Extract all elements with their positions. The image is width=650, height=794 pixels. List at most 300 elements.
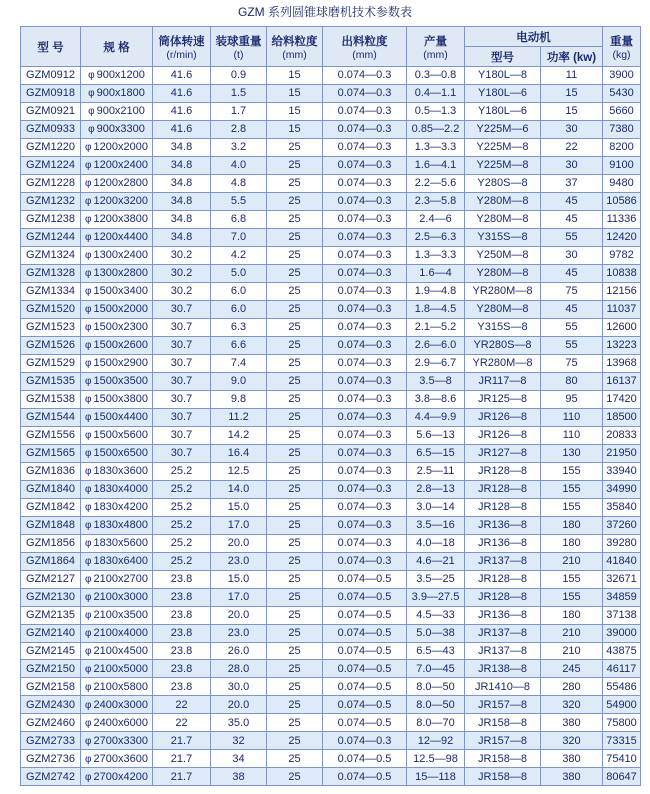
weight-cell: 39000 [603, 624, 641, 642]
diameter-symbol: φ [85, 574, 92, 586]
capacity-cell: 6.5—15 [407, 444, 465, 462]
weight-cell: 9782 [603, 246, 641, 264]
diameter-symbol: φ [85, 448, 92, 460]
speed-cell: 30.2 [153, 246, 211, 264]
spec-cell [81, 67, 153, 85]
diameter-symbol: φ [85, 142, 92, 154]
weight-cell: 5660 [603, 102, 641, 120]
weight-cell: 21950 [603, 444, 641, 462]
spec-cell [81, 192, 153, 210]
capacity-cell: 6.5—43 [407, 642, 465, 660]
feed-size-cell: 15 [267, 67, 323, 85]
motor-power-cell: 75 [541, 354, 603, 372]
feed-size-cell: 25 [267, 354, 323, 372]
speed-cell: 34.8 [153, 156, 211, 174]
motor-model-cell: Y180L—6 [465, 84, 541, 102]
ball-load-cell: 9.8 [211, 390, 267, 408]
capacity-cell: 4.4—9.9 [407, 408, 465, 426]
speed-cell: 30.2 [153, 264, 211, 282]
discharge-size-cell: 0.074—0.5 [323, 642, 407, 660]
feed-size-cell: 15 [267, 120, 323, 138]
spec-value: 900x1200 [96, 69, 145, 82]
header-capacity-unit: (mm) [423, 48, 448, 61]
feed-size-cell: 25 [267, 174, 323, 192]
speed-cell: 25.2 [153, 534, 211, 552]
discharge-size-cell: 0.074—0.5 [323, 714, 407, 732]
model-cell: GZM1523 [21, 318, 81, 336]
ball-load-cell: 4.8 [211, 174, 267, 192]
discharge-size-cell: 0.074—0.3 [323, 138, 407, 156]
discharge-size-cell: 0.074—0.3 [323, 336, 407, 354]
speed-cell: 23.8 [153, 606, 211, 624]
discharge-size-cell: 0.074—0.3 [323, 444, 407, 462]
speed-cell: 30.7 [153, 318, 211, 336]
capacity-cell: 2.5—6.3 [407, 228, 465, 246]
motor-power-cell: 80 [541, 372, 603, 390]
ball-load-cell: 34 [211, 750, 267, 768]
table-row [21, 750, 641, 768]
weight-cell: 32671 [603, 570, 641, 588]
feed-size-cell: 25 [267, 588, 323, 606]
spec-value: 1830x4800 [93, 519, 148, 532]
diameter-symbol: φ [85, 376, 92, 388]
ball-load-cell: 4.2 [211, 246, 267, 264]
model-cell: GZM1334 [21, 282, 81, 300]
weight-cell: 9480 [603, 174, 641, 192]
motor-power-cell: 95 [541, 390, 603, 408]
table-row [21, 282, 641, 300]
speed-cell: 23.8 [153, 624, 211, 642]
header-speed [153, 27, 211, 67]
spec-value: 1500x5600 [93, 429, 148, 442]
motor-model-cell: JR158—8 [465, 750, 541, 768]
spec-cell [81, 642, 153, 660]
diameter-symbol: φ [85, 196, 92, 208]
motor-power-cell: 155 [541, 462, 603, 480]
motor-model-cell: Y280M—8 [465, 264, 541, 282]
feed-size-cell: 25 [267, 246, 323, 264]
speed-cell: 34.8 [153, 228, 211, 246]
feed-size-cell: 25 [267, 516, 323, 534]
ball-load-cell: 20.0 [211, 534, 267, 552]
weight-cell: 35840 [603, 498, 641, 516]
spec-value: 1500x6500 [93, 447, 148, 460]
motor-power-cell: 30 [541, 156, 603, 174]
ball-load-cell: 28.0 [211, 660, 267, 678]
weight-cell: 41840 [603, 552, 641, 570]
weight-cell: 12600 [603, 318, 641, 336]
model-cell: GZM0921 [21, 102, 81, 120]
motor-model-cell: JR136—8 [465, 516, 541, 534]
capacity-cell: 1.8—4.5 [407, 300, 465, 318]
spec-cell [81, 624, 153, 642]
diameter-symbol: φ [85, 556, 92, 568]
feed-size-cell: 25 [267, 732, 323, 750]
motor-power-cell: 55 [541, 228, 603, 246]
motor-model-cell: JR126—8 [465, 408, 541, 426]
header-feed-size-unit: (mm) [282, 48, 307, 61]
discharge-size-cell: 0.074—0.3 [323, 246, 407, 264]
header-weight [603, 27, 641, 67]
capacity-cell: 1.3—3.3 [407, 246, 465, 264]
spec-value: 1500x2000 [93, 303, 148, 316]
feed-size-cell: 25 [267, 300, 323, 318]
capacity-cell: 0.3—0.8 [407, 67, 465, 85]
feed-size-cell: 25 [267, 660, 323, 678]
motor-power-cell: 280 [541, 678, 603, 696]
header-capacity-label: 产量 [424, 35, 447, 48]
capacity-cell: 8.0—50 [407, 696, 465, 714]
spec-value: 1830x4200 [93, 501, 148, 514]
header-motor: 电动机 [465, 27, 603, 47]
spec-value: 1200x4400 [93, 231, 148, 244]
motor-model-cell: Y180L—6 [465, 102, 541, 120]
spec-value: 2100x3000 [93, 591, 148, 604]
header-speed-unit: (r/min) [166, 48, 197, 61]
weight-cell: 10586 [603, 192, 641, 210]
header-motor-power: 功率 (kw) [541, 47, 603, 67]
motor-model-cell: Y180L—8 [465, 67, 541, 85]
ball-load-cell: 3.2 [211, 138, 267, 156]
capacity-cell: 0.5—1.3 [407, 102, 465, 120]
weight-cell: 75800 [603, 714, 641, 732]
diameter-symbol: φ [88, 106, 95, 118]
diameter-symbol: φ [85, 681, 92, 693]
motor-power-cell: 55 [541, 318, 603, 336]
spec-cell [81, 606, 153, 624]
model-cell: GZM0933 [21, 120, 81, 138]
spec-value: 1200x2400 [93, 159, 148, 172]
speed-cell: 30.7 [153, 300, 211, 318]
diameter-symbol: φ [85, 645, 92, 657]
speed-cell: 41.6 [153, 67, 211, 85]
model-cell: GZM1526 [21, 336, 81, 354]
feed-size-cell: 25 [267, 282, 323, 300]
weight-cell: 11336 [603, 210, 641, 228]
ball-load-cell: 1.7 [211, 102, 267, 120]
spec-cell [81, 228, 153, 246]
feed-size-cell: 25 [267, 696, 323, 714]
table-row [21, 570, 641, 588]
feed-size-cell: 25 [267, 264, 323, 282]
motor-model-cell: Y225M—8 [465, 156, 541, 174]
motor-power-cell: 210 [541, 642, 603, 660]
spec-value: 1830x3600 [93, 465, 148, 478]
model-cell: GZM1529 [21, 354, 81, 372]
motor-power-cell: 180 [541, 606, 603, 624]
discharge-size-cell: 0.074—0.3 [323, 732, 407, 750]
motor-power-cell: 380 [541, 768, 603, 786]
motor-model-cell: Y280M—8 [465, 300, 541, 318]
speed-cell: 21.7 [153, 750, 211, 768]
capacity-cell: 1.6—4 [407, 264, 465, 282]
discharge-size-cell: 0.074—0.5 [323, 750, 407, 768]
feed-size-cell: 25 [267, 570, 323, 588]
motor-model-cell: JR136—8 [465, 606, 541, 624]
model-cell: GZM1328 [21, 264, 81, 282]
weight-cell: 18500 [603, 408, 641, 426]
ball-load-cell: 14.2 [211, 426, 267, 444]
speed-cell: 23.8 [153, 660, 211, 678]
header-discharge-size-unit: (mm) [352, 48, 377, 61]
table-row [21, 354, 641, 372]
spec-cell [81, 102, 153, 120]
diameter-symbol: φ [85, 735, 92, 747]
motor-power-cell: 155 [541, 570, 603, 588]
spec-value: 2100x4500 [93, 644, 148, 657]
motor-power-cell: 55 [541, 336, 603, 354]
motor-power-cell: 155 [541, 480, 603, 498]
motor-power-cell: 155 [541, 588, 603, 606]
motor-model-cell: JR157—8 [465, 732, 541, 750]
model-cell: GZM1244 [21, 228, 81, 246]
ball-load-cell: 32 [211, 732, 267, 750]
table-row [21, 462, 641, 480]
capacity-cell: 2.6—6.0 [407, 336, 465, 354]
weight-cell: 34859 [603, 588, 641, 606]
model-cell: GZM2127 [21, 570, 81, 588]
weight-cell: 73315 [603, 732, 641, 750]
motor-power-cell: 11 [541, 67, 603, 85]
table-row [21, 336, 641, 354]
speed-cell: 30.7 [153, 372, 211, 390]
feed-size-cell: 25 [267, 462, 323, 480]
motor-power-cell: 380 [541, 750, 603, 768]
motor-power-cell: 210 [541, 552, 603, 570]
spec-value: 1300x2400 [93, 249, 148, 262]
model-cell: GZM2460 [21, 714, 81, 732]
diameter-symbol: φ [88, 124, 95, 136]
table-row [21, 606, 641, 624]
spec-value: 2700x4200 [93, 770, 148, 783]
discharge-size-cell: 0.074—0.3 [323, 390, 407, 408]
motor-model-cell: JR128—8 [465, 570, 541, 588]
table-row [21, 678, 641, 696]
capacity-cell: 7.0—45 [407, 660, 465, 678]
discharge-size-cell: 0.074—0.5 [323, 588, 407, 606]
weight-cell: 37138 [603, 606, 641, 624]
motor-model-cell: YR280M—8 [465, 282, 541, 300]
model-cell: GZM2150 [21, 660, 81, 678]
diameter-symbol: φ [85, 286, 92, 298]
speed-cell: 30.7 [153, 354, 211, 372]
discharge-size-cell: 0.074—0.5 [323, 696, 407, 714]
spec-value: 1500x4400 [93, 411, 148, 424]
ball-load-cell: 7.0 [211, 228, 267, 246]
feed-size-cell: 25 [267, 624, 323, 642]
speed-cell: 22 [153, 696, 211, 714]
spec-value: 2100x5800 [93, 680, 148, 693]
ball-load-cell: 17.0 [211, 588, 267, 606]
table-row [21, 642, 641, 660]
table-row [21, 138, 641, 156]
diameter-symbol: φ [85, 610, 92, 622]
diameter-symbol: φ [85, 340, 92, 352]
capacity-cell: 8.0—70 [407, 714, 465, 732]
speed-cell: 41.6 [153, 120, 211, 138]
spec-cell [81, 138, 153, 156]
spec-cell [81, 390, 153, 408]
diameter-symbol: φ [85, 250, 92, 262]
speed-cell: 41.6 [153, 84, 211, 102]
capacity-cell: 3.5—25 [407, 570, 465, 588]
spec-value: 1830x5600 [93, 537, 148, 550]
weight-cell: 34990 [603, 480, 641, 498]
discharge-size-cell: 0.074—0.3 [323, 516, 407, 534]
capacity-cell: 15—118 [407, 768, 465, 786]
table-row [21, 102, 641, 120]
spec-cell [81, 750, 153, 768]
speed-cell: 30.7 [153, 336, 211, 354]
model-cell: GZM1232 [21, 192, 81, 210]
discharge-size-cell: 0.074—0.3 [323, 228, 407, 246]
diameter-symbol: φ [85, 717, 92, 729]
motor-power-cell: 15 [541, 102, 603, 120]
ball-load-cell: 2.8 [211, 120, 267, 138]
model-cell: GZM1856 [21, 534, 81, 552]
motor-model-cell: YR280S—8 [465, 336, 541, 354]
spec-value: 1200x2800 [93, 177, 148, 190]
spec-value: 2100x3500 [93, 609, 148, 622]
spec-cell [81, 570, 153, 588]
capacity-cell: 1.3—3.3 [407, 138, 465, 156]
spec-value: 1200x2000 [93, 141, 148, 154]
spec-value: 1500x3800 [93, 393, 148, 406]
motor-power-cell: 110 [541, 426, 603, 444]
feed-size-cell: 25 [267, 210, 323, 228]
diameter-symbol: φ [85, 160, 92, 172]
spec-value: 2400x3000 [93, 698, 148, 711]
table-row [21, 408, 641, 426]
discharge-size-cell: 0.074—0.5 [323, 678, 407, 696]
feed-size-cell: 25 [267, 426, 323, 444]
motor-model-cell: JR125—8 [465, 390, 541, 408]
discharge-size-cell: 0.074—0.5 [323, 606, 407, 624]
table-row [21, 67, 641, 85]
model-cell: GZM1224 [21, 156, 81, 174]
weight-cell: 17420 [603, 390, 641, 408]
model-cell: GZM0918 [21, 84, 81, 102]
motor-model-cell: JR137—8 [465, 642, 541, 660]
diameter-symbol: φ [85, 466, 92, 478]
ball-load-cell: 6.3 [211, 318, 267, 336]
feed-size-cell: 15 [267, 102, 323, 120]
model-cell: GZM2130 [21, 588, 81, 606]
capacity-cell: 5.6—13 [407, 426, 465, 444]
model-cell: GZM2736 [21, 750, 81, 768]
table-row [21, 480, 641, 498]
table-row [21, 498, 641, 516]
capacity-cell: 12—92 [407, 732, 465, 750]
diameter-symbol: φ [85, 232, 92, 244]
model-cell: GZM2140 [21, 624, 81, 642]
header-model: 型 号 [21, 27, 81, 67]
spec-cell [81, 120, 153, 138]
speed-cell: 41.6 [153, 102, 211, 120]
diameter-symbol: φ [85, 214, 92, 226]
spec-cell [81, 714, 153, 732]
diameter-symbol: φ [85, 663, 92, 675]
ball-load-cell: 0.9 [211, 67, 267, 85]
spec-cell [81, 444, 153, 462]
diameter-symbol: φ [85, 394, 92, 406]
spec-value: 900x2100 [96, 105, 145, 118]
model-cell: GZM1565 [21, 444, 81, 462]
discharge-size-cell: 0.074—0.3 [323, 318, 407, 336]
model-cell: GZM1535 [21, 372, 81, 390]
model-cell: GZM1220 [21, 138, 81, 156]
speed-cell: 34.8 [153, 138, 211, 156]
capacity-cell: 12.5—98 [407, 750, 465, 768]
weight-cell: 10838 [603, 264, 641, 282]
motor-model-cell: JR128—8 [465, 480, 541, 498]
discharge-size-cell: 0.074—0.3 [323, 534, 407, 552]
diameter-symbol: φ [85, 502, 92, 514]
motor-model-cell: JR157—8 [465, 696, 541, 714]
spec-value: 2100x4000 [93, 627, 148, 639]
table-row [21, 174, 641, 192]
motor-power-cell: 180 [541, 516, 603, 534]
motor-model-cell: Y315S—8 [465, 318, 541, 336]
weight-cell: 20833 [603, 426, 641, 444]
ball-load-cell: 1.5 [211, 84, 267, 102]
speed-cell: 34.8 [153, 192, 211, 210]
weight-cell: 43875 [603, 642, 641, 660]
capacity-cell: 2.3—5.8 [407, 192, 465, 210]
ball-load-cell: 38 [211, 768, 267, 786]
discharge-size-cell: 0.074—0.3 [323, 498, 407, 516]
discharge-size-cell: 0.074—0.3 [323, 552, 407, 570]
header-weight-label: 重量 [610, 35, 633, 48]
motor-model-cell: JR117—8 [465, 372, 541, 390]
capacity-cell: 0.85—2.2 [407, 120, 465, 138]
table-row [21, 246, 641, 264]
spec-cell [81, 462, 153, 480]
table-title: GZM 系列圆锥球磨机技术参数表 [238, 5, 412, 19]
motor-power-cell: 380 [541, 714, 603, 732]
discharge-size-cell: 0.074—0.5 [323, 624, 407, 642]
table-row [21, 372, 641, 390]
weight-cell: 16137 [603, 372, 641, 390]
spec-table-body [21, 67, 641, 786]
discharge-size-cell: 0.074—0.3 [323, 120, 407, 138]
table-row [21, 660, 641, 678]
motor-power-cell: 45 [541, 300, 603, 318]
capacity-cell: 2.2—5.6 [407, 174, 465, 192]
speed-cell: 30.7 [153, 444, 211, 462]
diameter-symbol: φ [85, 520, 92, 532]
header-spec: 规 格 [81, 27, 153, 67]
capacity-cell: 3.8—8.6 [407, 390, 465, 408]
weight-cell: 13968 [603, 354, 641, 372]
spec-cell [81, 552, 153, 570]
motor-power-cell: 45 [541, 264, 603, 282]
motor-power-cell: 245 [541, 660, 603, 678]
capacity-cell: 2.4—6 [407, 210, 465, 228]
feed-size-cell: 25 [267, 336, 323, 354]
discharge-size-cell: 0.074—0.3 [323, 84, 407, 102]
ball-load-cell: 6.0 [211, 300, 267, 318]
table-row [21, 390, 641, 408]
speed-cell: 30.7 [153, 426, 211, 444]
header-discharge-size-label: 出料粒度 [341, 35, 388, 48]
table-row [21, 588, 641, 606]
capacity-cell: 1.6—4.1 [407, 156, 465, 174]
ball-load-cell: 14.0 [211, 480, 267, 498]
spec-cell [81, 516, 153, 534]
table-row [21, 696, 641, 714]
model-cell: GZM1836 [21, 462, 81, 480]
